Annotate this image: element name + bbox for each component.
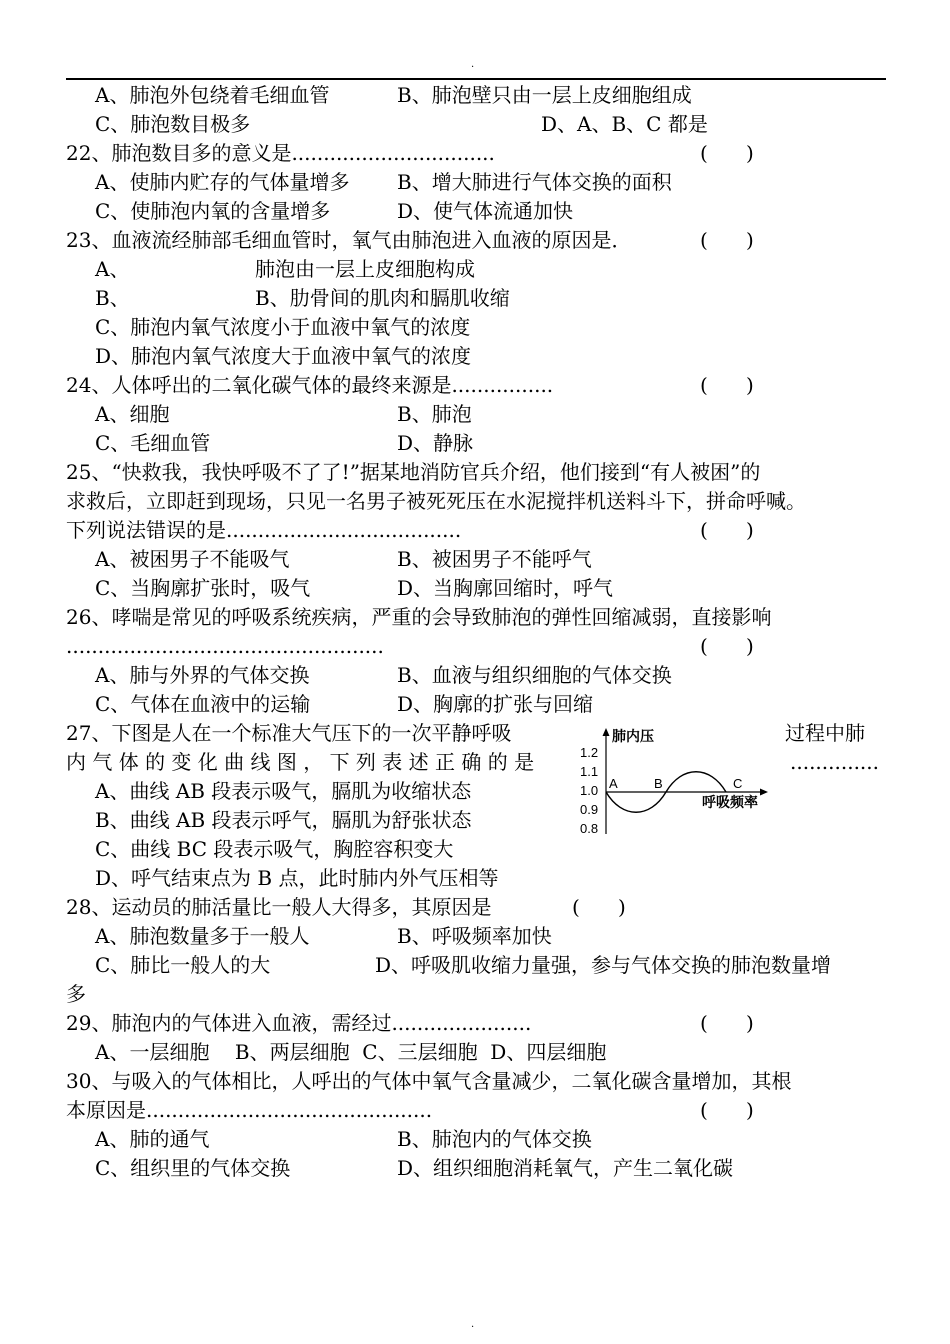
q23-option-c: C、肺泡内氧气浓度小于血液中氧气的浓度: [95, 315, 471, 339]
q27-option-c: C、曲线 BC 段表示吸气，胸腔容积变大: [95, 837, 454, 861]
q22-option-a: A、使肺内贮存的气体量增多: [95, 170, 350, 194]
q29-answer-blank: ( ): [700, 1011, 754, 1035]
q29-stem: 29、肺泡内的气体进入血液，需经过......................: [66, 1011, 532, 1035]
y-axis-label: 肺内压: [612, 728, 654, 744]
q23-answer-blank: ( ): [700, 228, 754, 252]
point-a-label: A: [609, 776, 618, 791]
q27-option-b: B、曲线 AB 段表示呼气，膈肌为舒张状态: [95, 808, 472, 832]
q24-option-a: A、细胞: [95, 402, 170, 426]
q27-stem-line1: 27、下图是人在一个标准大气压下的一次平静呼吸: [66, 721, 512, 745]
q27-stem-line2-dots: ..............: [790, 750, 880, 774]
tick-0-8: 0.8: [580, 821, 599, 836]
q27-option-d: D、呼气结束点为 B 点，此时肺内外气压相等: [95, 866, 499, 890]
q30-stem-line1: 30、与吸入的气体相比，人呼出的气体中氧气含量减少，二氧化碳含量增加，其根: [66, 1069, 792, 1093]
q28-option-c: C、肺比一般人的大: [95, 953, 271, 977]
q23-option-b: B、肋骨间的肌肉和膈肌收缩: [255, 286, 510, 310]
q25-stem-line3: 下列说法错误的是.....................................: [66, 518, 462, 542]
q29-options: A、一层细胞 B、两层细胞 C、三层细胞 D、四层细胞: [95, 1040, 607, 1064]
q26-answer-blank: ( ): [700, 634, 754, 658]
q26-option-b: B、血液与组织细胞的气体交换: [397, 663, 672, 687]
q23-option-a-letter: A、: [95, 257, 130, 281]
q25-option-c: C、当胸廓扩张时，吸气: [95, 576, 311, 600]
point-b-label: B: [654, 776, 663, 791]
q28-stem: 28、运动员的肺活量比一般人大得多，其原因是: [66, 895, 492, 919]
q30-option-c: C、组织里的气体交换: [95, 1156, 291, 1180]
q25-answer-blank: ( ): [700, 518, 754, 542]
q30-stem-line2: 本原因是.............................................: [66, 1098, 433, 1122]
q23-option-b-letter: B、: [95, 286, 130, 310]
q28-option-b: B、呼吸频率加快: [397, 924, 552, 948]
q24-option-b: B、肺泡: [397, 402, 472, 426]
q26-stem-line1: 26、哮喘是常见的呼吸系统疾病，严重的会导致肺泡的弹性回缩减弱，直接影响: [66, 605, 772, 629]
q24-option-d: D、静脉: [397, 431, 474, 455]
tick-0-9: 0.9: [580, 802, 599, 817]
q21-option-c: C、肺泡数目极多: [95, 112, 251, 136]
q23-option-d: D、肺泡内氧气浓度大于血液中氧气的浓度: [95, 344, 472, 368]
q27-stem-line1-end: 过程中肺: [785, 721, 865, 745]
q30-option-a: A、肺的通气: [95, 1127, 210, 1151]
lung-pressure-figure: [578, 722, 778, 842]
q24-answer-blank: ( ): [700, 373, 754, 397]
q24-stem: 24、人体呼出的二氧化碳气体的最终来源是................: [66, 373, 554, 397]
q28-answer-blank: ( ): [572, 895, 626, 919]
x-axis-label: 呼吸频率: [702, 794, 758, 810]
q26-stem-line2: ..................................................: [66, 634, 384, 658]
q30-option-d: D、组织细胞消耗氧气，产生二氧化碳: [397, 1156, 734, 1180]
q21-option-d: D、A、B、C 都是: [541, 112, 708, 136]
q21-option-a: A、肺泡外包绕着毛细血管: [95, 83, 330, 107]
header-rule: [66, 78, 886, 80]
q25-option-d: D、当胸廓回缩时，呼气: [397, 576, 614, 600]
q22-option-d: D、使气体流通加快: [397, 199, 574, 223]
q30-answer-blank: ( ): [700, 1098, 754, 1122]
point-c-label: C: [733, 776, 743, 791]
q22-answer-blank: ( ): [700, 141, 754, 165]
footer-mark: .: [471, 1319, 475, 1330]
y-axis-arrow: [603, 728, 610, 736]
q27-option-a: A、曲线 AB 段表示吸气，膈肌为收缩状态: [95, 779, 472, 803]
q30-option-b: B、肺泡内的气体交换: [397, 1127, 592, 1151]
q25-stem-line2: 求救后，立即赶到现场，只见一名男子被死死压在水泥搅拌机送料斗下，拼命呼喊。: [66, 489, 806, 513]
q27-stem-line2: 内 气 体 的 变 化 曲 线 图 ， 下 列 表 述 正 确 的 是: [66, 750, 535, 774]
x-axis-arrow: [760, 789, 768, 796]
q28-option-a: A、肺泡数量多于一般人: [95, 924, 310, 948]
q26-option-c: C、气体在血液中的运输: [95, 692, 311, 716]
q22-option-c: C、使肺泡内氧的含量增多: [95, 199, 331, 223]
tick-1-0: 1.0: [580, 783, 599, 798]
q22-stem: 22、肺泡数目多的意义是................................: [66, 141, 495, 165]
q25-option-b: B、被困男子不能呼气: [397, 547, 592, 571]
q28-option-d-cont: 多: [66, 982, 86, 1006]
tick-1-2: 1.2: [580, 745, 599, 760]
tick-1-1: 1.1: [580, 764, 599, 779]
q22-option-b: B、增大肺进行气体交换的面积: [397, 170, 672, 194]
q28-option-d: D、呼吸肌收缩力量强，参与气体交换的肺泡数量增: [375, 953, 832, 977]
q23-stem: 23、血液流经肺部毛细血管时，氧气由肺泡进入血液的原因是．: [66, 228, 632, 252]
q24-option-c: C、毛细血管: [95, 431, 211, 455]
q26-option-a: A、肺与外界的气体交换: [95, 663, 310, 687]
header-mark: .: [471, 59, 475, 70]
q26-option-d: D、胸廓的扩张与回缩: [397, 692, 594, 716]
q25-stem-line1: 25、“快救我，我快呼吸不了了!”据某地消防官兵介绍，他们接到“有人被困”的: [66, 460, 761, 484]
q23-option-a: 肺泡由一层上皮细胞构成: [255, 257, 475, 281]
q21-option-b: B、肺泡壁只由一层上皮细胞组成: [397, 83, 692, 107]
q25-option-a: A、被困男子不能吸气: [95, 547, 290, 571]
